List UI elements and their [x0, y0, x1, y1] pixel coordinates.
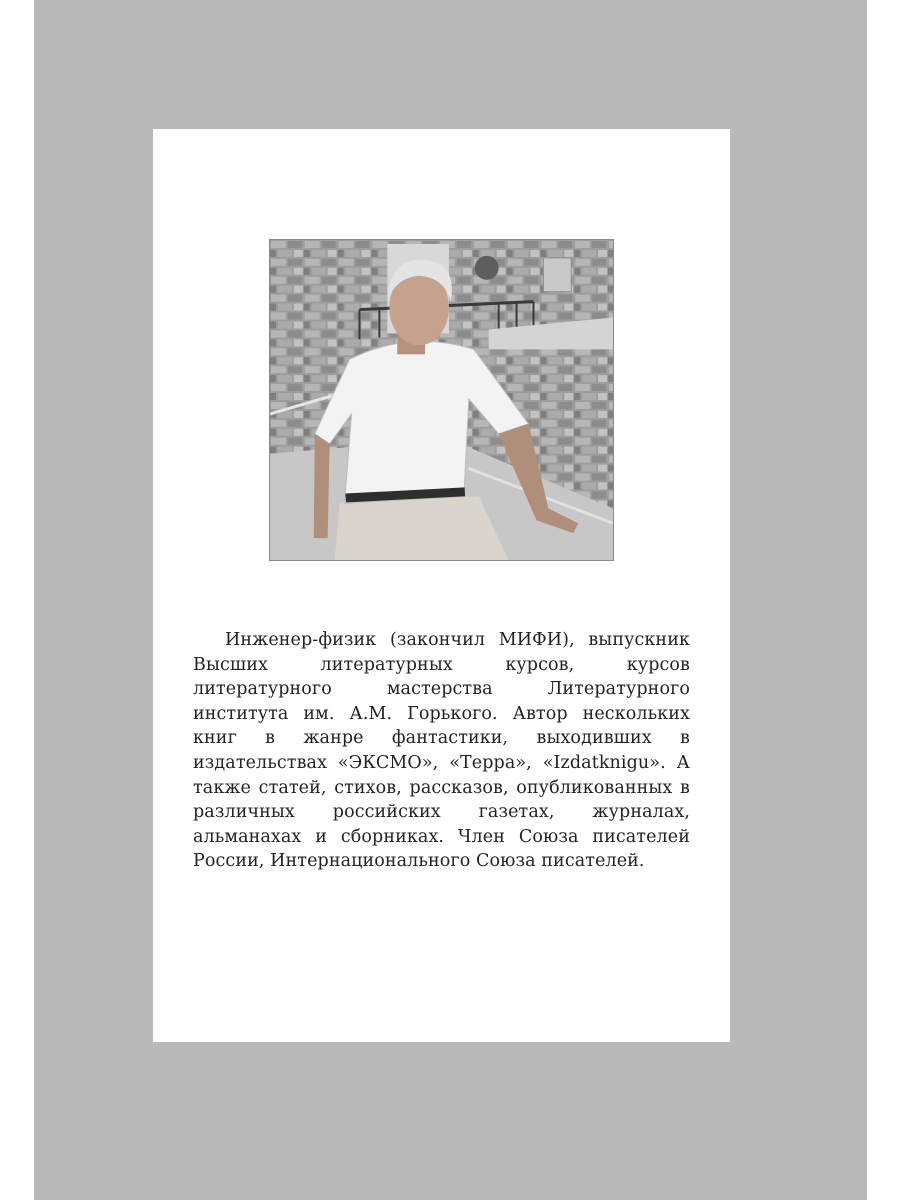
author-photo	[269, 239, 614, 561]
author-bio: Инженер-физик (закончил МИФИ), выпускник Высших литературных курсов, курсов литературного мастерства Литературного института им. А.М. Горького. Автор нескольких книг в жанре фантастики, выходивших в издательствах «ЭКСМО», «Терра», «Izdatknigu». А также статей, стихов, рассказов, опубликованных в различных российских газетах, журналах, альманахах и сборниках. Член Союза писателей России, Интернационального Союза писателей.	[193, 630, 690, 872]
author-portrait-photo	[270, 240, 613, 560]
book-page	[153, 129, 730, 1042]
